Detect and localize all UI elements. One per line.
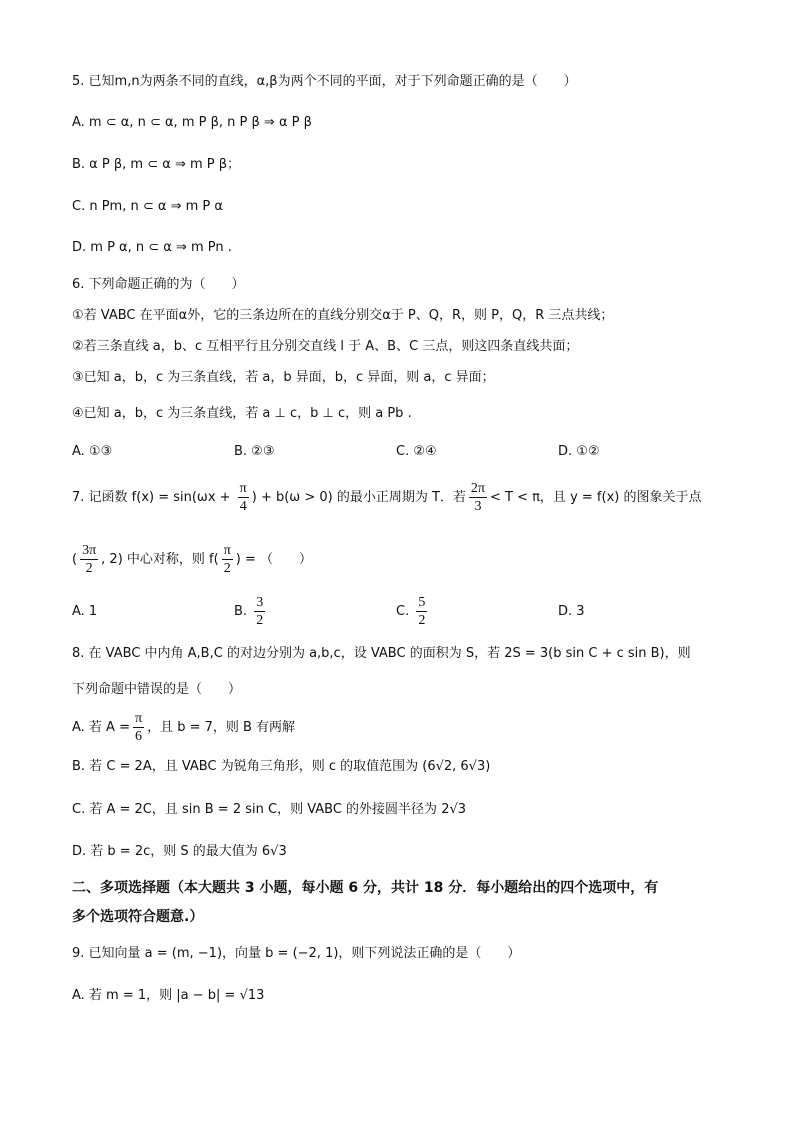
q6-options (72, 442, 722, 462)
q6-statement-2: ②若三条直线 a，b、c 互相平行且分别交直线 l 于 A、B、C 三点，则这四条直线共面； (72, 339, 579, 354)
q7-stem-line1 (72, 478, 734, 518)
q7-frac1-num: π (239, 481, 247, 496)
q6-statement-1: ①若 VABC 在平面α外，它的三条边所在的直线分别交α于 P、Q，R，则 P，Q，R 三点共线； (72, 308, 614, 323)
q7-fraction-2pi-3 (469, 480, 487, 515)
q5-stem: 5. 已知m,n为两条不同的直线，α,β为两个不同的平面，对于下列命题正确的是（ ） (72, 74, 577, 89)
q7-option-c-label: C. (396, 604, 410, 619)
q7-text-2a: ( (72, 552, 78, 567)
q7-text-1c: < T < π，且 y = f(x) 的图象关于点 (489, 490, 702, 505)
q6-statement-3: ③已知 a，b，c 为三条直线，若 a，b 异面，b，c 异面，则 a，c 异面； (72, 370, 495, 385)
section2-heading-line2: 多个选项符合题意.） (72, 909, 204, 925)
q6-option-d: D. ①② (558, 444, 600, 459)
q7-fraction-pi-4 (238, 480, 249, 515)
q8-option-a (72, 708, 734, 748)
q6-option-a: A. ①③ (72, 444, 113, 459)
q5-option-a: A. m ⊂ α, n ⊂ α, m P β, n P β ⇒ α P β (72, 115, 312, 130)
q8-option-a-text2: ，且 b = 7，则 B 有两解 (147, 720, 296, 735)
q7-fraction-pi-2 (222, 542, 233, 577)
q7-option-c-fraction (416, 594, 427, 629)
q7-text-2c: ) = （ ） (235, 552, 312, 567)
q7-option-b (234, 592, 396, 632)
q8-option-c: C. 若 A = 2C，且 sin B = 2 sin C，则 VABC 的外接圆半径为 2√3 (72, 802, 467, 817)
q9-option-a: A. 若 m = 1，则 |a − b| = √13 (72, 988, 265, 1003)
q7-option-c-den: 2 (418, 613, 426, 628)
q7-frac3-num: 3π (82, 543, 97, 558)
q6-option-b: B. ②③ (234, 444, 275, 459)
q7-fraction-3pi-2 (80, 542, 98, 577)
q7-option-b-label: B. (234, 604, 248, 619)
q7-text-2b: , 2) 中心对称，则 f( (101, 552, 219, 567)
q6-option-c: C. ②④ (396, 444, 437, 459)
q8-stem-line1: 8. 在 VABC 中内角 A,B,C 的对边分别为 a,b,c，设 VABC 的面积为 S，若 2S = 3(b sin C + c sin B)，则 (72, 646, 691, 661)
q5-option-c: C. n Pm, n ⊂ α ⇒ m P α (72, 199, 223, 214)
q7-options (72, 592, 722, 632)
section2-heading-line1: 二、多项选择题（本大题共 3 小题，每小题 6 分，共计 18 分．每小题给出的四个选项中，有 (72, 880, 659, 896)
q7-option-b-num: 3 (256, 595, 264, 610)
q7-option-d: D. 3 (558, 604, 585, 619)
q7-frac3-den: 2 (85, 561, 93, 576)
q7-text-1a: 7. 记函数 f(x) = sin(ωx + (72, 490, 235, 505)
q7-stem-line2 (72, 540, 734, 580)
q8-option-d: D. 若 b = 2c，则 S 的最大值为 6√3 (72, 844, 287, 859)
q8-option-a-num: π (134, 711, 143, 726)
q6-statement-4: ④已知 a，b，c 为三条直线，若 a ⊥ c，b ⊥ c，则 a Pb . (72, 406, 412, 421)
q7-option-b-fraction (254, 594, 265, 629)
q7-option-c (396, 592, 558, 632)
q8-option-a-fraction (133, 710, 144, 745)
q7-option-b-den: 2 (256, 613, 264, 628)
q7-frac4-num: π (223, 543, 231, 558)
q8-option-a-text1: A. 若 A = (72, 720, 130, 735)
q8-option-a-den: 6 (135, 729, 143, 744)
q5-option-b: B. α P β, m ⊂ α ⇒ m P β； (72, 157, 241, 172)
q6-stem: 6. 下列命题正确的为（ ） (72, 277, 245, 292)
q7-text-1b: ) + b(ω > 0) 的最小正周期为 T．若 (251, 490, 466, 505)
q7-option-a: A. 1 (72, 604, 98, 619)
q9-stem: 9. 已知向量 a = (m, −1)，向量 b = (−2, 1)，则下列说法正确的是（ ） (72, 946, 521, 961)
q7-frac4-den: 2 (223, 561, 231, 576)
q8-option-b: B. 若 C = 2A，且 VABC 为锐角三角形，则 c 的取值范围为 (6√2, 6√3) (72, 759, 491, 774)
q5-option-d: D. m P α, n ⊂ α ⇒ m Pn . (72, 240, 232, 255)
q7-frac2-den: 3 (474, 499, 482, 514)
q7-frac1-den: 4 (239, 499, 247, 514)
q8-stem-line2: 下列命题中错误的是（ ） (72, 682, 242, 697)
q7-option-c-num: 5 (418, 595, 426, 610)
q7-frac2-num: 2π (470, 481, 485, 496)
